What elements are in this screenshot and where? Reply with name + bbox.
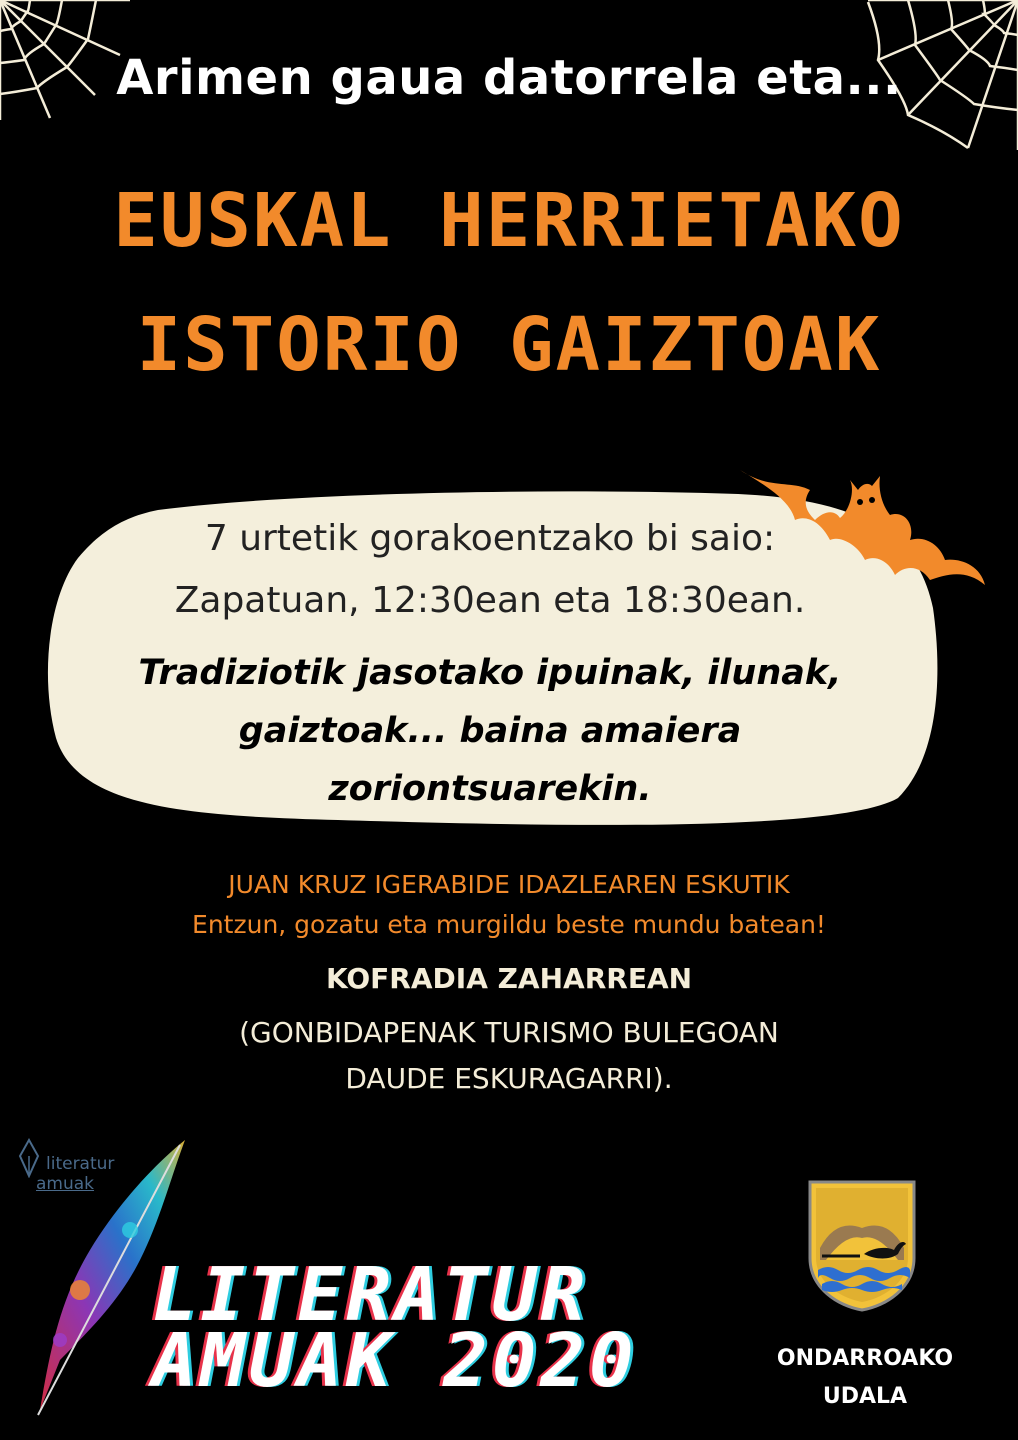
- title-line-1: EUSKAL HERRIETAKO: [113, 178, 905, 264]
- venue: KOFRADIA ZAHARREAN: [325, 962, 693, 995]
- bubble-line-1: 7 urtetik gorakoentzako bi saio:: [204, 518, 776, 559]
- council-line-1: ONDARROAKO: [776, 1346, 954, 1371]
- tagline: Entzun, gozatu eta murgildu beste mundu batean!: [192, 910, 826, 939]
- small-logo-line-1: literatur: [46, 1154, 115, 1174]
- small-logo-line-2: amuak: [36, 1174, 95, 1194]
- event-subtitle: Arimen gaua datorrela eta...: [116, 50, 902, 106]
- pen-nib-icon: [16, 1138, 42, 1178]
- bubble-line-2: Zapatuan, 12:30ean eta 18:30ean.: [174, 580, 806, 621]
- bubble-highlight: [60, 644, 920, 818]
- highlight-line-2: gaiztoak... baina amaiera: [238, 711, 742, 751]
- brand-line-2: AMUAK 2020: [152, 1318, 638, 1404]
- brand-line-1: LITERATUR: [152, 1252, 589, 1338]
- coat-of-arms-icon: [806, 1178, 918, 1312]
- title-line-2: ISTORIO GAIZTOAK: [136, 302, 882, 388]
- invite-line-1: (GONBIDAPENAK TURISMO BULEGOAN: [239, 1016, 779, 1049]
- highlight-line-3: zoriontsuarekin.: [328, 769, 652, 809]
- council-line-2: UDALA: [822, 1384, 908, 1409]
- invite-note: [0, 1010, 1018, 1102]
- author-credit: JUAN KRUZ IGERABIDE IDAZLEAREN ESKUTIK: [228, 870, 790, 899]
- invite-line-2: DAUDE ESKURAGARRI).: [345, 1062, 673, 1095]
- literatur-amuak-small-logo: [16, 1138, 136, 1202]
- highlight-line-1: Tradiziotik jasotako ipuinak, ilunak,: [138, 653, 842, 693]
